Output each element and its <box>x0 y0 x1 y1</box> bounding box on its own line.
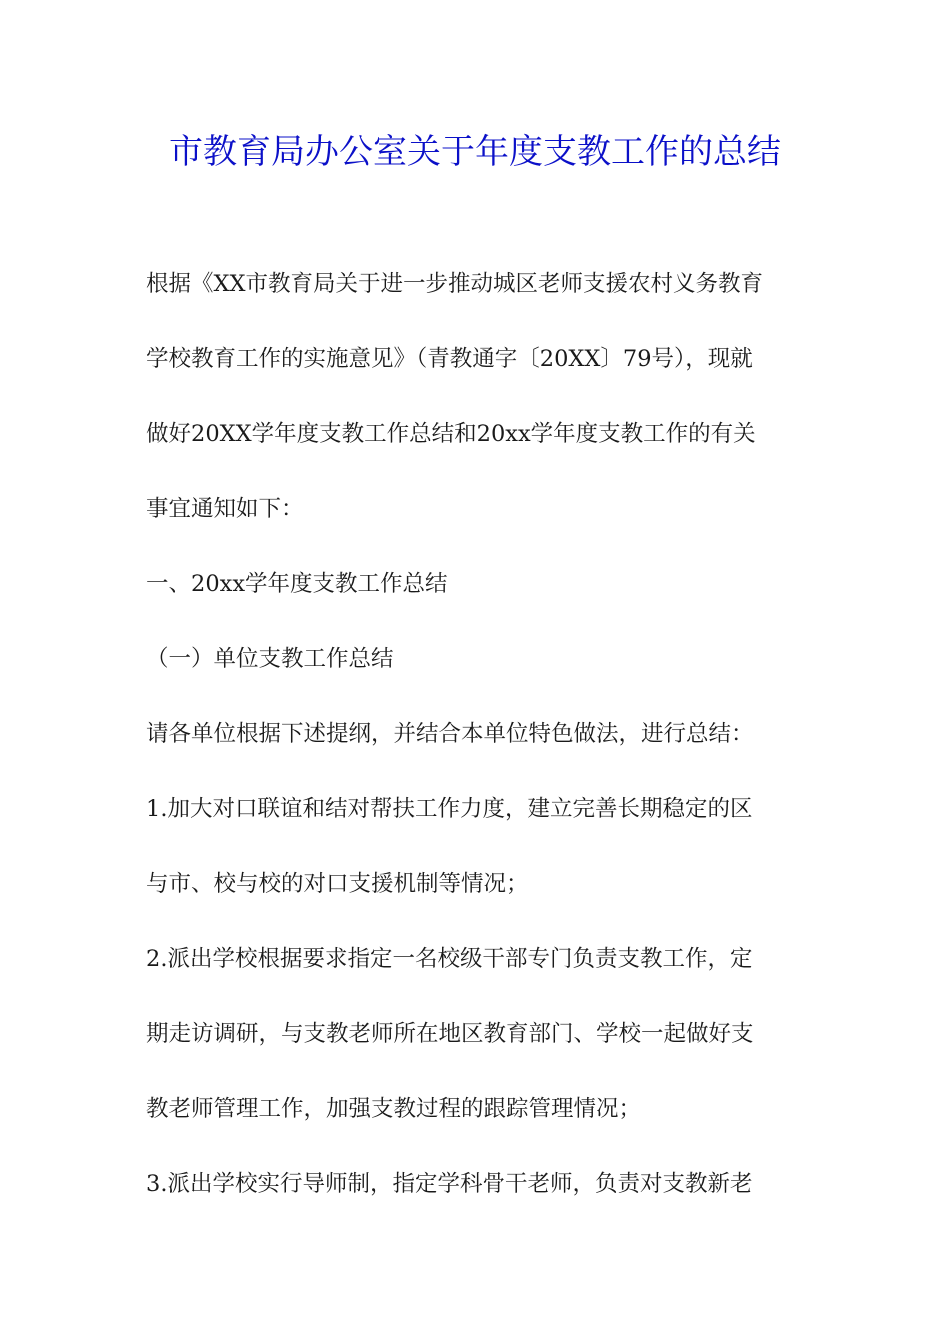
paragraph-line: 请各单位根据下述提纲，并结合本单位特色做法，进行总结： <box>146 721 754 747</box>
list-item-line: 1.加大对口联谊和结对帮扶工作力度，建立完善长期稳定的区 <box>146 796 753 822</box>
list-item-line: 期走访调研，与支教老师所在地区教育部门、学校一起做好支 <box>146 1021 754 1047</box>
subsection-heading: （一）单位支教工作总结 <box>146 646 394 672</box>
list-item-line: 教老师管理工作，加强支教过程的跟踪管理情况； <box>146 1096 642 1122</box>
paragraph-line: 做好20XX学年度支教工作总结和20xx学年度支教工作的有关 <box>146 421 756 447</box>
list-item-line: 2.派出学校根据要求指定一名校级干部专门负责支教工作，定 <box>146 946 753 972</box>
list-item-line: 与市、校与校的对口支援机制等情况； <box>146 871 529 897</box>
document-title: 市教育局办公室关于年度支教工作的总结 <box>169 132 781 172</box>
document-body <box>146 263 806 1238</box>
paragraph-line: 根据《XX市教育局关于进一步推动城区老师支援农村义务教育 <box>146 271 764 297</box>
paragraph-line: 学校教育工作的实施意见》（青教通字〔20XX〕79号），现就 <box>146 346 753 372</box>
section-heading: 一、20xx学年度支教工作总结 <box>146 571 448 597</box>
paragraph-line: 事宜通知如下： <box>146 496 304 522</box>
list-item-line: 3.派出学校实行导师制，指定学科骨干老师，负责对支教新老 <box>146 1171 753 1197</box>
